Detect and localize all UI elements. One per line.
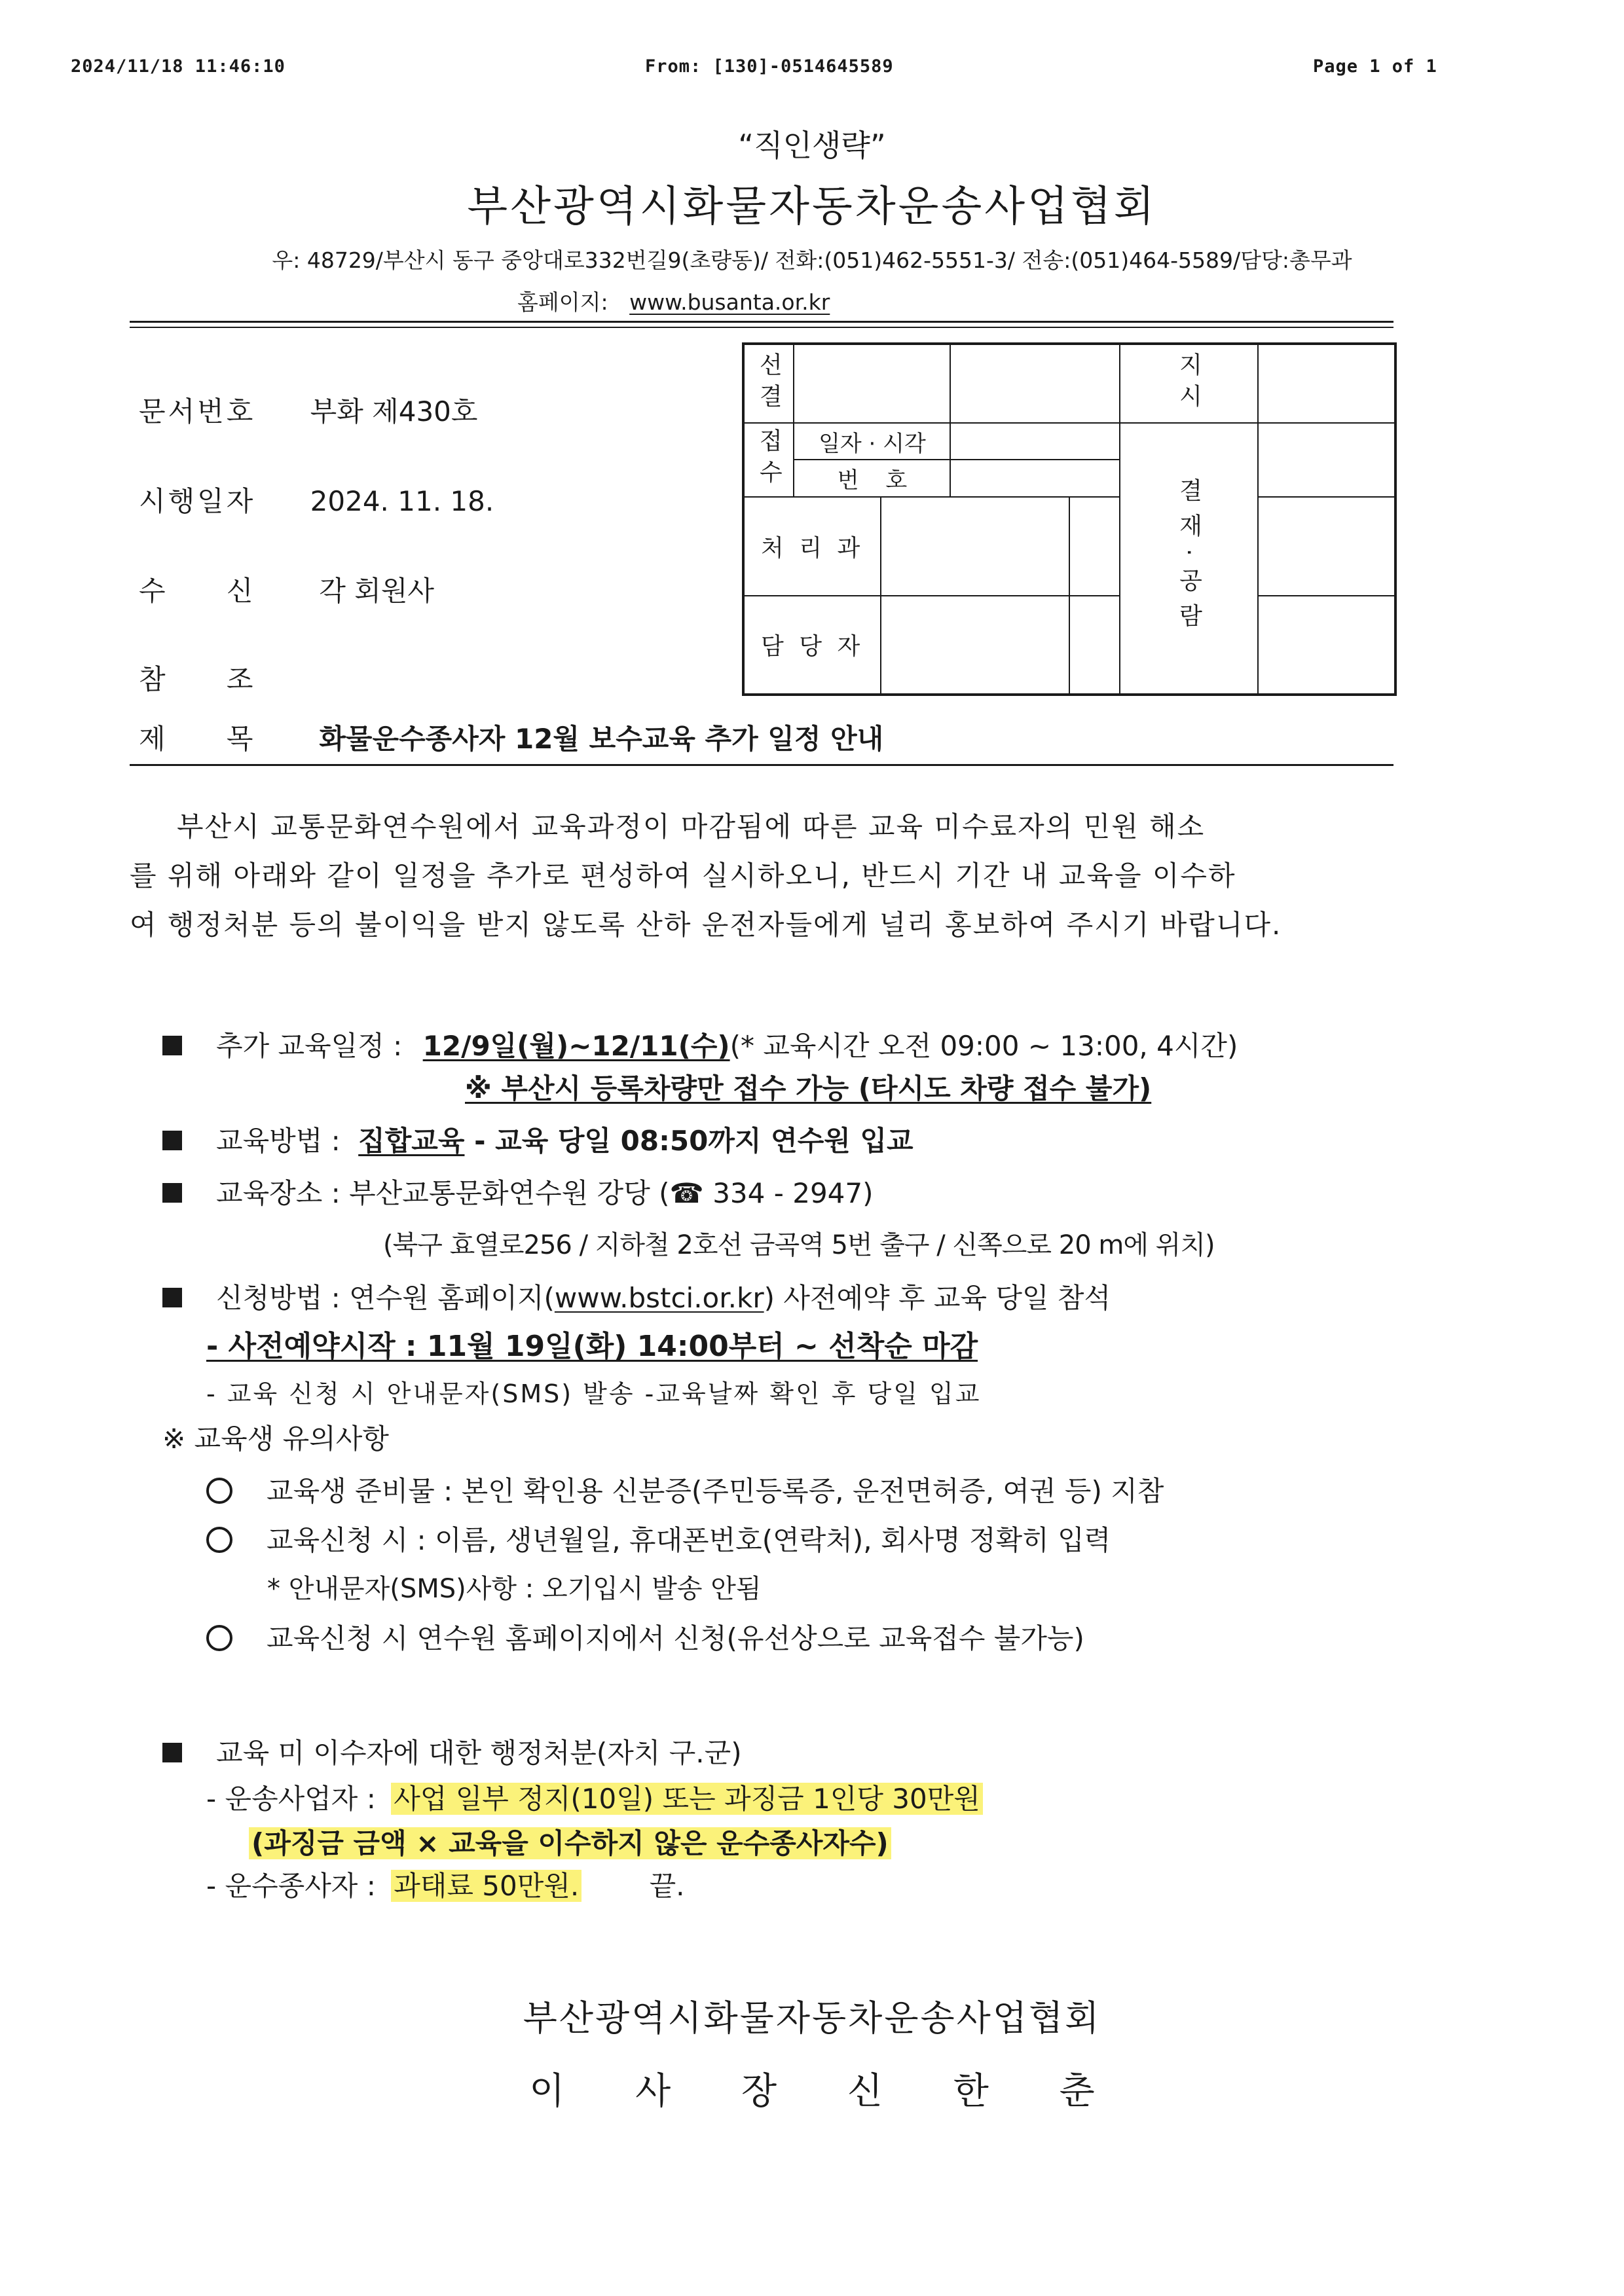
- end-mark: 끝.: [649, 1870, 685, 1902]
- receipt-number-label: 번 호: [794, 460, 950, 496]
- homepage-row: [517, 285, 830, 316]
- notice-item-3: [206, 1617, 1084, 1656]
- subject-underline: [130, 764, 1393, 766]
- penalty-driver-row: [206, 1865, 685, 1904]
- approval-cell-1: [1258, 423, 1395, 497]
- schedule-note: ※ 부산시 등록차량만 접수 가능 (타시도 차량 접수 불가): [465, 1072, 1152, 1104]
- doc-number: 부화 제430호: [310, 395, 478, 428]
- dept-label: 처 리 과: [743, 497, 881, 596]
- receipt-datetime-cell: [950, 423, 1120, 460]
- intro-line-1: 부산시 교통문화연수원에서 교육과정이 마감됨에 따른 교육 미수료자의 민원 해소: [177, 811, 1206, 843]
- motto: “직인생략”: [738, 128, 886, 163]
- approval-cell-3: [1258, 596, 1395, 695]
- subject: 화물운수종사자 12월 보수교육 추가 일정 안내: [319, 723, 884, 755]
- homepage-label: 홈페이지:: [517, 289, 608, 315]
- intro-line-3: 여 행정처분 등의 불이익을 받지 않도록 산하 운전자들에게 널리 홍보하여 주시기 바랍니다.: [130, 909, 1282, 941]
- recipient-label: 수 신: [139, 575, 253, 607]
- penalty-title: 교육 미 이수자에 대한 행정처분(자치 구.군): [216, 1737, 742, 1769]
- issue-date: 2024. 11. 18.: [310, 485, 494, 517]
- notice-item-1-text: 교육생 준비물 : 본인 확인용 신분증(주민등록증, 운전면허증, 여권 등) 지참: [267, 1475, 1164, 1507]
- place-detail: (북구 효열로256 / 지하철 2호선 금곡역 5번 출구 / 신쪽으로 20 m에 위치): [383, 1230, 1215, 1260]
- receipt-number-cell: [950, 460, 1120, 496]
- place-phone: 334 - 2947): [703, 1177, 874, 1209]
- notice-item-3-text: 교육신청 시 연수원 홈페이지에서 신청(유선상으로 교육접수 불가능): [267, 1622, 1084, 1654]
- header-divider-bottom: [130, 327, 1393, 328]
- bullet-circle-icon: [206, 1478, 232, 1504]
- fax-page-number: Page 1 of 1: [1313, 56, 1437, 77]
- issue-date-row: [139, 480, 494, 519]
- approval-box: [742, 342, 1397, 696]
- phone-icon: ☎: [669, 1177, 704, 1209]
- approval-cell-2: [1258, 497, 1395, 596]
- receipt-datetime-label: 일자 · 시각: [794, 423, 950, 460]
- apply-label: 신청방법 : 연수원 홈페이지(: [216, 1282, 555, 1314]
- schedule-dates: 12/9일(월)~12/11(수): [422, 1030, 730, 1062]
- apply-detail: ) 사전예약 후 교육 당일 참석: [764, 1282, 1111, 1314]
- preapproval-cell: [794, 344, 950, 423]
- preapproval-cell-2: [950, 344, 1120, 423]
- notice-item-2-sub: * 안내문자(SMS)사항 : 오기입시 발송 안됨: [267, 1574, 762, 1604]
- method-row: [162, 1120, 913, 1159]
- method-value: 집합교육: [358, 1125, 465, 1157]
- footer-signer: 이 사 장 신 한 춘: [529, 2070, 1095, 2113]
- fax-from: From: [130]-0514645589: [645, 56, 894, 77]
- bullet-square-icon: [162, 1288, 182, 1307]
- dept-cell-2: [1069, 497, 1120, 596]
- prebook-start: - 사전예약시작 : 11월 19일(화) 14:00부터 ~ 선착순 마감: [206, 1330, 978, 1363]
- method-label: 교육방법 :: [216, 1125, 341, 1157]
- preapproval-label: 선결: [743, 344, 794, 423]
- penalty-operator-sub-row: [249, 1822, 891, 1861]
- sms-notice: - 교육 신청 시 안내문자(SMS) 발송 -교육날짜 확인 후 당일 입교: [206, 1379, 982, 1408]
- notice-item-2: [206, 1519, 1111, 1558]
- receipt-label: 접수: [743, 423, 794, 497]
- bullet-circle-icon: [206, 1527, 232, 1553]
- place-row: [162, 1172, 874, 1211]
- fax-datetime: 2024/11/18 11:46:10: [71, 56, 286, 77]
- notice-item-2-text: 교육신청 시 : 이름, 생년월일, 휴대폰번호(연락처), 회사명 정확히 입력: [267, 1524, 1111, 1556]
- person-cell-2: [1069, 596, 1120, 695]
- recipient: 각 회원사: [319, 575, 434, 607]
- penalty-operator-label: - 운송사업자 :: [206, 1783, 376, 1815]
- org-address: 우: 48729/부산시 동구 중앙대로332번길9(초량동)/ 전화:(051)462-5551-3/ 전송:(051)464-5589/담당:총무과: [272, 247, 1352, 273]
- org-title: 부산광역시화물자동차운송사업협회: [467, 183, 1157, 231]
- approval-review-label: 결재·공람: [1120, 423, 1257, 695]
- footer-org-name: 부산광역시화물자동차운송사업협회: [523, 1997, 1101, 2039]
- penalty-operator-row: [206, 1777, 983, 1817]
- penalty-title-row: [162, 1732, 742, 1771]
- notice-title: ※ 교육생 유의사항: [162, 1423, 389, 1455]
- bullet-square-icon: [162, 1036, 182, 1055]
- instruction-label: 지시: [1120, 344, 1257, 423]
- schedule-time: (* 교육시간 오전 09:00 ~ 13:00, 4시간): [729, 1030, 1238, 1062]
- bullet-square-icon: [162, 1131, 182, 1150]
- person-label: 담 당 자: [743, 596, 881, 695]
- person-cell-1: [881, 596, 1069, 695]
- penalty-driver-value: 과태료 50만원.: [391, 1870, 581, 1902]
- intro-line-2: 를 위해 아래와 같이 일정을 추가로 편성하여 실시하오니, 반드시 기간 내 교육을 이수하: [130, 860, 1236, 892]
- bullet-square-icon: [162, 1183, 182, 1203]
- instruction-cell: [1258, 344, 1395, 423]
- header-divider-top: [130, 321, 1393, 323]
- place-label: 교육장소 : 부산교통문화연수원 강당 (: [216, 1177, 670, 1209]
- dept-cell-1: [881, 497, 1069, 596]
- schedule-label: 추가 교육일정 :: [216, 1030, 403, 1062]
- issue-date-label: 시행일자: [139, 485, 256, 517]
- method-detail: - 교육 당일 08:50까지 연수원 입교: [464, 1125, 913, 1157]
- recipient-row: [139, 570, 434, 609]
- apply-row: [162, 1277, 1111, 1316]
- penalty-driver-label: - 운수종사자 :: [206, 1870, 376, 1902]
- doc-number-row: [139, 390, 477, 429]
- bullet-circle-icon: [206, 1625, 232, 1651]
- bullet-square-icon: [162, 1743, 182, 1762]
- reference-label: 참 조: [139, 663, 253, 695]
- doc-number-label: 문서번호: [139, 395, 256, 428]
- apply-link[interactable]: www.bstci.or.kr: [554, 1282, 764, 1314]
- subject-label: 제 목: [139, 723, 253, 755]
- notice-item-1: [206, 1470, 1164, 1509]
- penalty-operator-sub: (과징금 금액 × 교육을 이수하지 않은 운수종사자수): [249, 1827, 891, 1859]
- subject-row: [139, 718, 883, 757]
- schedule-row: [162, 1025, 1238, 1064]
- penalty-operator-value: 사업 일부 정지(10일) 또는 과징금 1인당 30만원: [391, 1783, 983, 1815]
- homepage-link[interactable]: www.busanta.or.kr: [629, 289, 830, 315]
